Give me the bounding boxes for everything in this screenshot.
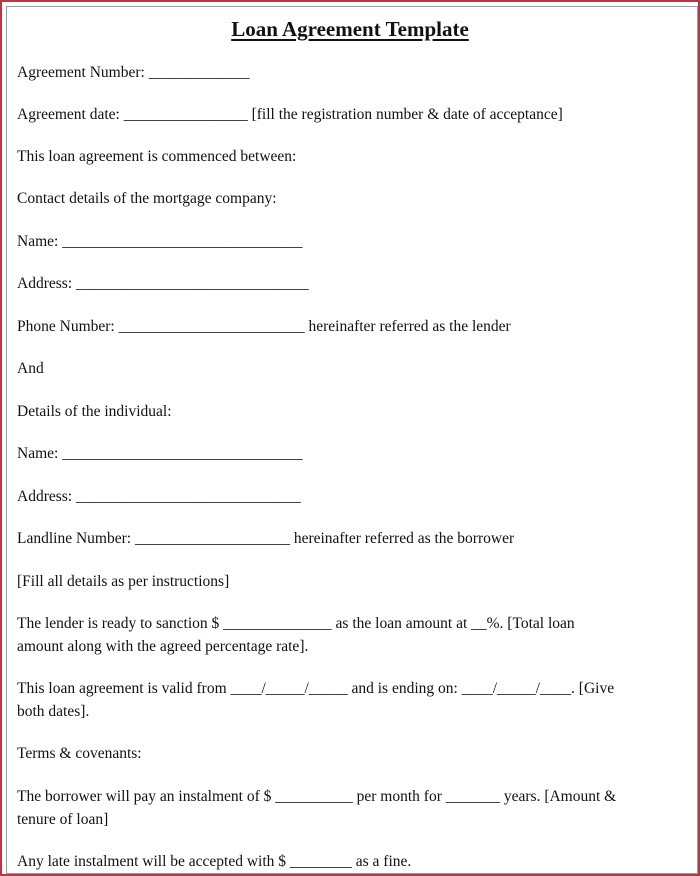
- commenced-between-line: This loan agreement is commenced between:: [17, 148, 297, 165]
- late-fine-line: Any late instalment will be accepted with $ ________ as a fine.: [17, 853, 412, 870]
- agreement-date-line: Agreement date: ________________ [fill the registration number & date of acceptance]: [17, 106, 563, 123]
- borrower-address-line: Address: _____________________________: [17, 488, 301, 505]
- lender-name-line: Name: _______________________________: [17, 233, 303, 250]
- lender-address-line: Address: ______________________________: [17, 275, 309, 292]
- agreement-number-line: Agreement Number: _____________: [17, 64, 250, 81]
- borrower-name-line: Name: _______________________________: [17, 445, 303, 462]
- validity-line-1: This loan agreement is valid from ____/_____/_____ and is ending on: ____/_____/____. [Give: [17, 680, 615, 697]
- document-page: [6, 6, 698, 874]
- fill-instructions-line: [Fill all details as per instructions]: [17, 573, 230, 590]
- instalment-line-1: The borrower will pay an instalment of $ __________ per month for _______ years. [Amount &: [17, 788, 617, 805]
- terms-heading: Terms & covenants:: [17, 745, 142, 762]
- validity-line-2: both dates].: [17, 703, 90, 720]
- borrower-landline-line: Landline Number: ____________________ hereinafter referred as the borrower: [17, 530, 515, 547]
- mortgage-company-heading: Contact details of the mortgage company:: [17, 190, 277, 207]
- sanction-line-2: amount along with the agreed percentage rate].: [17, 638, 309, 655]
- instalment-line-2: tenure of loan]: [17, 811, 109, 828]
- lender-phone-line: Phone Number: ________________________ hereinafter referred as the lender: [17, 318, 511, 335]
- individual-heading: Details of the individual:: [17, 403, 172, 420]
- sanction-line-1: The lender is ready to sanction $ ______________ as the loan amount at __%. [Total loan: [17, 615, 575, 632]
- and-line: And: [17, 360, 44, 377]
- document-title: Loan Agreement Template: [231, 17, 469, 41]
